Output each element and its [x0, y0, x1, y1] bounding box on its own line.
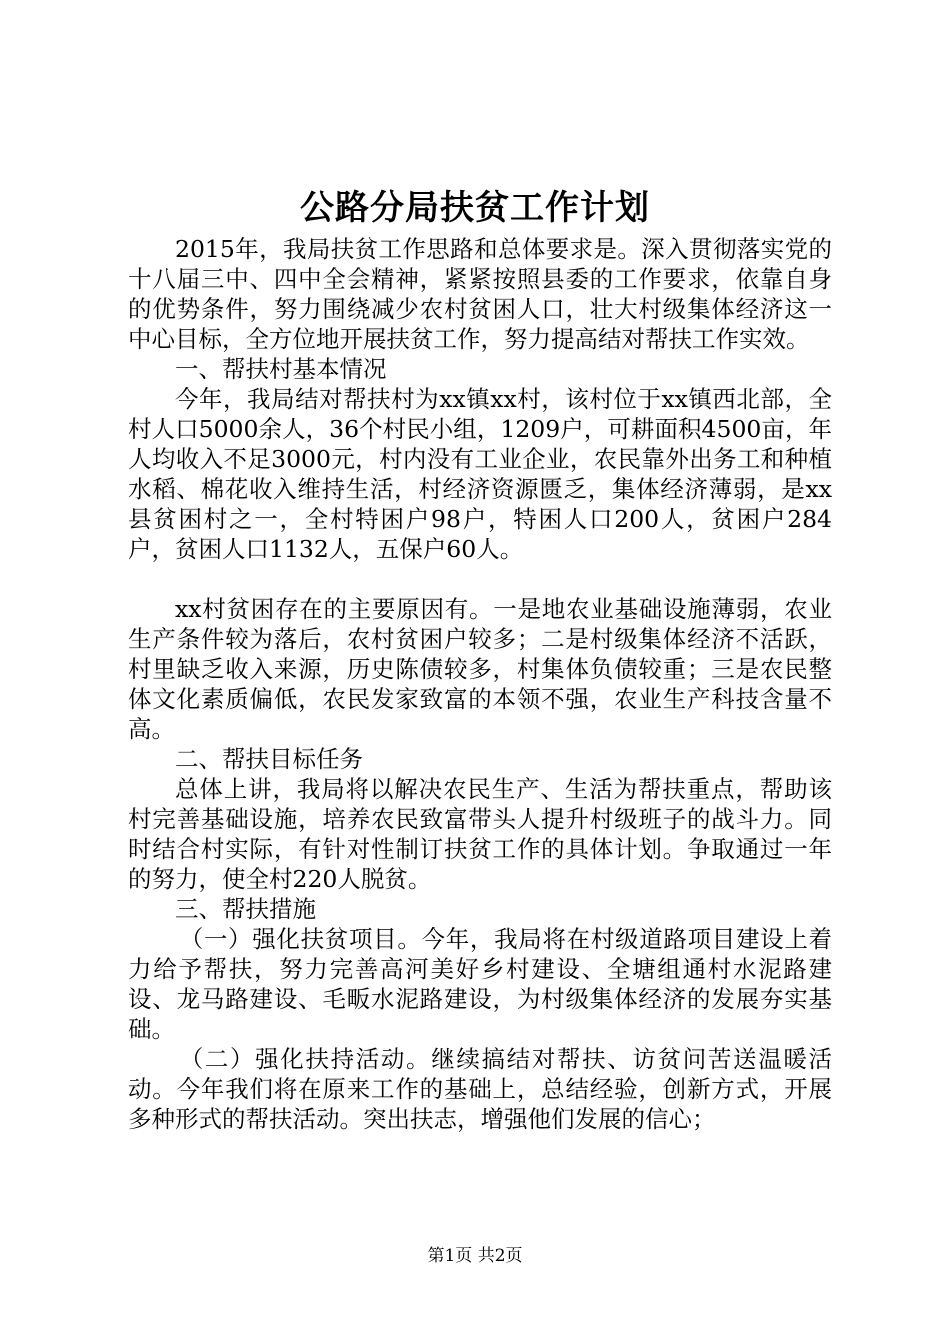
page-number: 第1页 共2页	[427, 1246, 523, 1266]
paragraph-poverty-causes: xx村贫困存在的主要原因有。一是地农业基础设施薄弱，农业生产条件较为落后，农村贫困户较多；二是村级集体经济不活跃，村里缺乏收入来源，历史陈债较多，村集体负债较重；三是农民整体文化素质偏低，农民发家致富的本领不强，农业生产科技含量不高。	[128, 595, 832, 743]
document-body	[128, 234, 832, 1134]
section-heading-2: 二、帮扶目标任务	[175, 745, 363, 773]
paragraph-intro: 2015年，我局扶贫工作思路和总体要求是。深入贯彻落实党的十八届三中、四中全会精神，紧紧按照县委的工作要求，依靠自身的优势条件，努力围绕减少农村贫困人口，壮大村级集体经济这一中心目标，全方位地开展扶贫工作，努力提高结对帮扶工作实效。	[128, 235, 832, 353]
document-title: 公路分局扶贫工作计划	[300, 188, 650, 228]
section-heading-3: 三、帮扶措施	[175, 895, 316, 923]
paragraph-goals: 总体上讲，我局将以解决农民生产、生活为帮扶重点，帮助该村完善基础设施，培养农民致富带头人提升村级班子的战斗力。同时结合村实际，有针对性制订扶贫工作的具体计划。争取通过一年的努力，使全村220人脱贫。	[128, 775, 832, 893]
paragraph-village-situation: 今年，我局结对帮扶村为xx镇xx村，该村位于xx镇西北部，全村人口5000余人，36个村民小组，1209户，可耕面积4500亩，年人均收入不足3000元，村内没有工业企业，农民靠外出务工和种植水稻、棉花收入维持生活，村经济资源匮乏，集体经济薄弱，是xx县贫困村之一，全村特困户98户，特困人口200人，贫困户284户，贫困人口1132人，五保户60人。	[128, 385, 832, 563]
paragraph-measure-2: （二）强化扶持活动。继续搞结对帮扶、访贫问苦送温暖活动。今年我们将在原来工作的基础上，总结经验，创新方式，开展多种形式的帮扶活动。突出扶志，增强他们发展的信心；	[128, 1045, 832, 1133]
section-heading-1: 一、帮扶村基本情况	[175, 355, 387, 383]
paragraph-measure-1: （一）强化扶贫项目。今年，我局将在村级道路项目建设上着力给予帮扶，努力完善高河美好乡村建设、全塘组通村水泥路建设、龙马路建设、毛畈水泥路建设，为村级集体经济的发展夯实基础。	[128, 925, 832, 1043]
